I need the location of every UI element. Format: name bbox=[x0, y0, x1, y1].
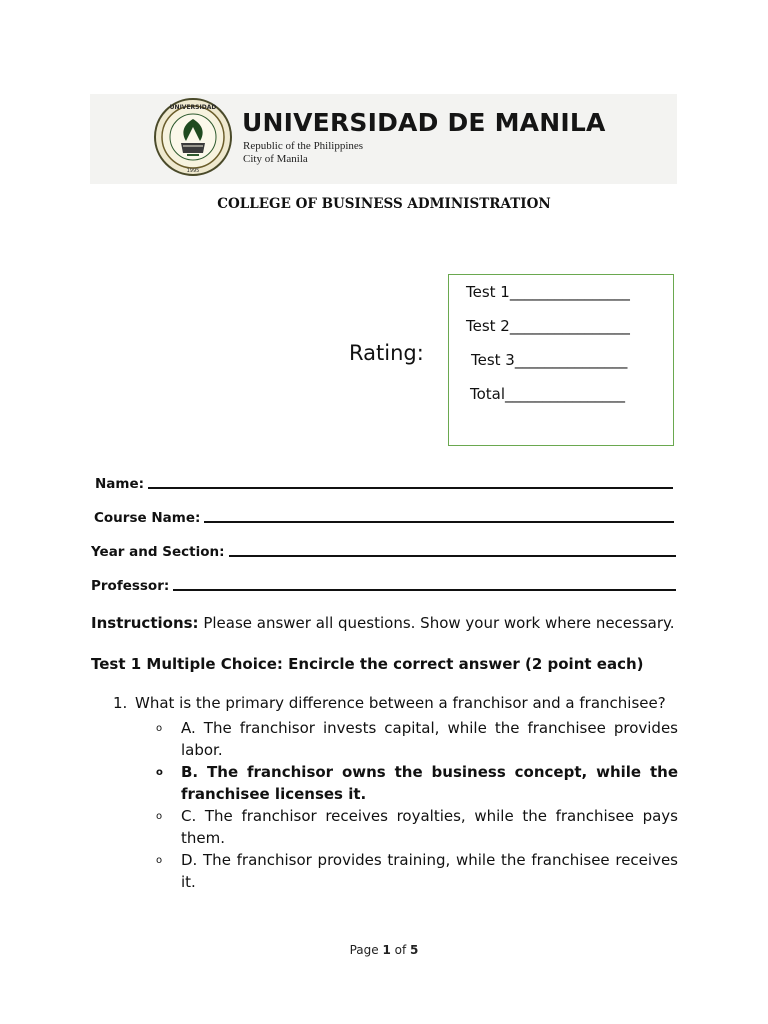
bullet-icon: o bbox=[156, 855, 163, 866]
test1-heading: Test 1 Multiple Choice: Encircle the correct answer (2 point each) bbox=[91, 655, 644, 673]
question-1 bbox=[113, 694, 683, 712]
rating-test3-line[interactable]: Test 3_______________ bbox=[471, 351, 628, 369]
page-current: 1 bbox=[382, 943, 391, 957]
bullet-icon: o bbox=[156, 811, 163, 822]
page-word: Page bbox=[349, 943, 383, 957]
country-line: Republic of the Philippines bbox=[243, 140, 364, 152]
question-1-options bbox=[156, 717, 678, 893]
name-field[interactable] bbox=[95, 470, 673, 492]
course-name-field[interactable] bbox=[94, 504, 674, 526]
university-banner bbox=[90, 94, 677, 184]
option-a[interactable] bbox=[156, 717, 678, 761]
rating-total-line[interactable]: Total________________ bbox=[470, 385, 626, 403]
course-name-label: Course Name: bbox=[94, 510, 201, 526]
option-d-text: D. The franchisor provides training, while the franchisee receives it. bbox=[181, 851, 678, 891]
svg-text:UNIVERSIDAD: UNIVERSIDAD bbox=[169, 104, 217, 111]
question-number: 1. bbox=[113, 694, 128, 712]
name-underline[interactable] bbox=[148, 486, 673, 489]
name-label: Name: bbox=[95, 476, 145, 492]
option-d[interactable] bbox=[156, 849, 678, 893]
rating-test1-line[interactable]: Test 1________________ bbox=[466, 283, 630, 301]
year-section-field[interactable] bbox=[91, 538, 676, 560]
course-name-underline[interactable] bbox=[204, 520, 674, 523]
professor-field[interactable] bbox=[91, 572, 676, 594]
college-title: COLLEGE OF BUSINESS ADMINISTRATION bbox=[217, 196, 551, 212]
professor-label: Professor: bbox=[91, 578, 170, 594]
of-word: of bbox=[390, 943, 411, 957]
rating-test2-line[interactable]: Test 2________________ bbox=[466, 317, 630, 335]
page-footer bbox=[0, 943, 768, 957]
option-a-text: A. The franchisor invests capital, while the franchisee provides labor. bbox=[181, 719, 678, 759]
university-subtitle bbox=[243, 140, 363, 166]
bullet-icon: o bbox=[156, 723, 163, 734]
year-section-underline[interactable] bbox=[229, 554, 677, 557]
option-c-text: C. The franchisor receives royalties, while the franchisee pays them. bbox=[181, 807, 678, 847]
city-line: City of Manila bbox=[243, 153, 308, 165]
instructions bbox=[91, 614, 691, 632]
university-seal-icon bbox=[153, 97, 233, 177]
rating-label: Rating: bbox=[349, 341, 424, 365]
instructions-label: Instructions: bbox=[91, 614, 199, 632]
option-b[interactable] bbox=[156, 761, 678, 805]
university-name: UNIVERSIDAD DE MANILA bbox=[242, 108, 606, 137]
option-b-text: B. The franchisor owns the business concept, while the franchisee licenses it. bbox=[181, 763, 678, 803]
page-total: 5 bbox=[410, 943, 419, 957]
option-c[interactable] bbox=[156, 805, 678, 849]
instructions-text: Please answer all questions. Show your work where necessary. bbox=[198, 614, 675, 632]
professor-underline[interactable] bbox=[173, 588, 676, 591]
year-section-label: Year and Section: bbox=[91, 544, 225, 560]
svg-text:1995: 1995 bbox=[186, 168, 200, 174]
bullet-icon: o bbox=[156, 767, 163, 778]
question-text: What is the primary difference between a franchisor and a franchisee? bbox=[135, 694, 666, 712]
